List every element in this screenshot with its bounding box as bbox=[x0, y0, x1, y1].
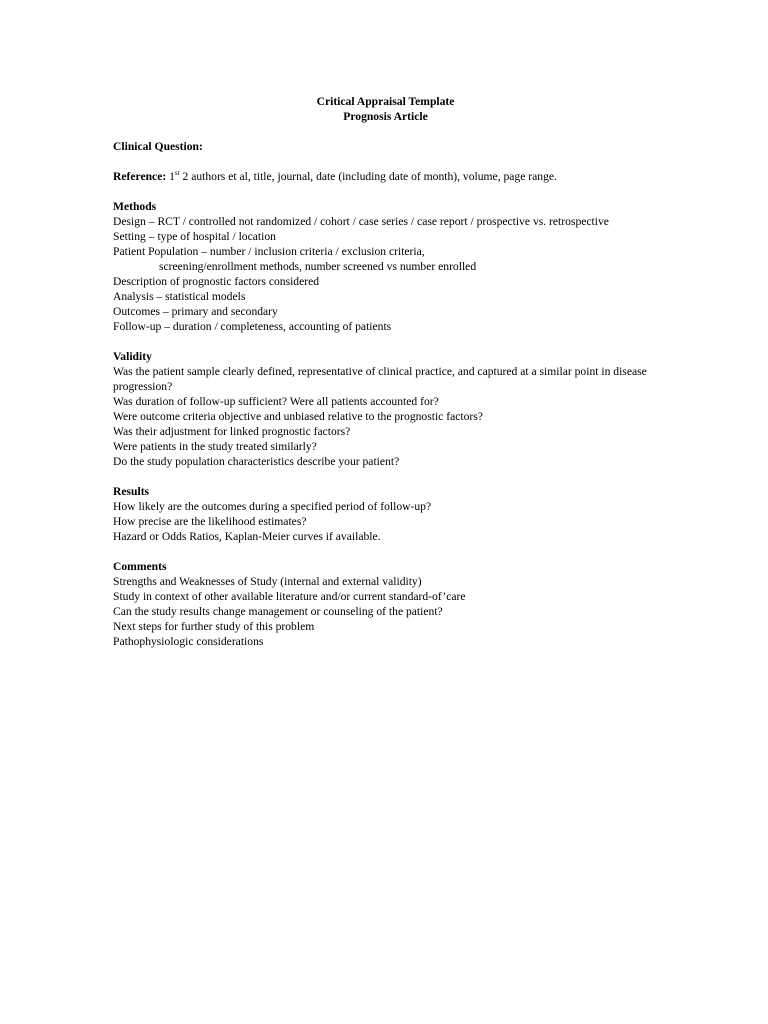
results-heading: Results bbox=[113, 485, 150, 498]
document-title: Critical Appraisal Template bbox=[316, 95, 455, 108]
title-block bbox=[113, 94, 658, 124]
results-line-ratios: Hazard or Odds Ratios, Kaplan-Meier curves if available. bbox=[113, 530, 381, 543]
methods-line-analysis: Analysis – statistical models bbox=[113, 290, 246, 303]
results-line-likelihood: How likely are the outcomes during a specified period of follow-up? bbox=[113, 500, 432, 513]
validity-line-treated-similarly: Were patients in the study treated similarly? bbox=[113, 440, 317, 453]
validity-line-sample: Was the patient sample clearly defined, representative of clinical practice, and captured at a similar point in disease progression? bbox=[113, 365, 647, 393]
validity-line-population-characteristics: Do the study population characteristics describe your patient? bbox=[113, 455, 400, 468]
methods-heading: Methods bbox=[113, 200, 157, 213]
reference-text: 2 authors et al, title, journal, date (including date of month), volume, page range. bbox=[179, 170, 557, 183]
methods-line-screening: screening/enrollment methods, number screened vs number enrolled bbox=[159, 260, 477, 273]
comments-line-pathophysiologic: Pathophysiologic considerations bbox=[113, 635, 264, 648]
comments-line-strengths: Strengths and Weaknesses of Study (internal and external validity) bbox=[113, 575, 422, 588]
comments-line-management: Can the study results change management or counseling of the patient? bbox=[113, 605, 443, 618]
clinical-question-label: Clinical Question: bbox=[113, 140, 203, 153]
methods-line-design: Design – RCT / controlled not randomized / cohort / case series / case report / prospective vs. retrospective bbox=[113, 215, 609, 228]
comments-heading: Comments bbox=[113, 560, 167, 573]
reference-pre: 1 bbox=[169, 170, 175, 183]
methods-line-outcomes: Outcomes – primary and secondary bbox=[113, 305, 278, 318]
reference-sup: st bbox=[174, 169, 180, 178]
spacer bbox=[113, 124, 658, 139]
reference-label: Reference: bbox=[113, 170, 167, 183]
validity-line-adjustment: Was their adjustment for linked prognostic factors? bbox=[113, 425, 351, 438]
spacer bbox=[113, 154, 658, 169]
comments-line-context: Study in context of other available literature and/or current standard-of’care bbox=[113, 590, 466, 603]
methods-line-population: Patient Population – number / inclusion criteria / exclusion criteria, bbox=[113, 245, 425, 258]
results-line-precision: How precise are the likelihood estimates? bbox=[113, 515, 307, 528]
spacer bbox=[113, 334, 658, 349]
methods-line-prognostic-factors: Description of prognostic factors considered bbox=[113, 275, 320, 288]
document-content bbox=[113, 94, 658, 649]
comments-line-next-steps: Next steps for further study of this problem bbox=[113, 620, 315, 633]
spacer bbox=[113, 544, 658, 559]
spacer bbox=[113, 469, 658, 484]
reference-line bbox=[113, 169, 658, 184]
validity-line-outcome-criteria: Were outcome criteria objective and unbiased relative to the prognostic factors? bbox=[113, 410, 483, 423]
validity-heading: Validity bbox=[113, 350, 152, 363]
methods-line-follow-up: Follow-up – duration / completeness, accounting of patients bbox=[113, 320, 392, 333]
spacer bbox=[113, 184, 658, 199]
validity-line-duration: Was duration of follow-up sufficient? Were all patients accounted for? bbox=[113, 395, 439, 408]
methods-line-setting: Setting – type of hospital / location bbox=[113, 230, 276, 243]
document-subtitle: Prognosis Article bbox=[343, 110, 428, 123]
